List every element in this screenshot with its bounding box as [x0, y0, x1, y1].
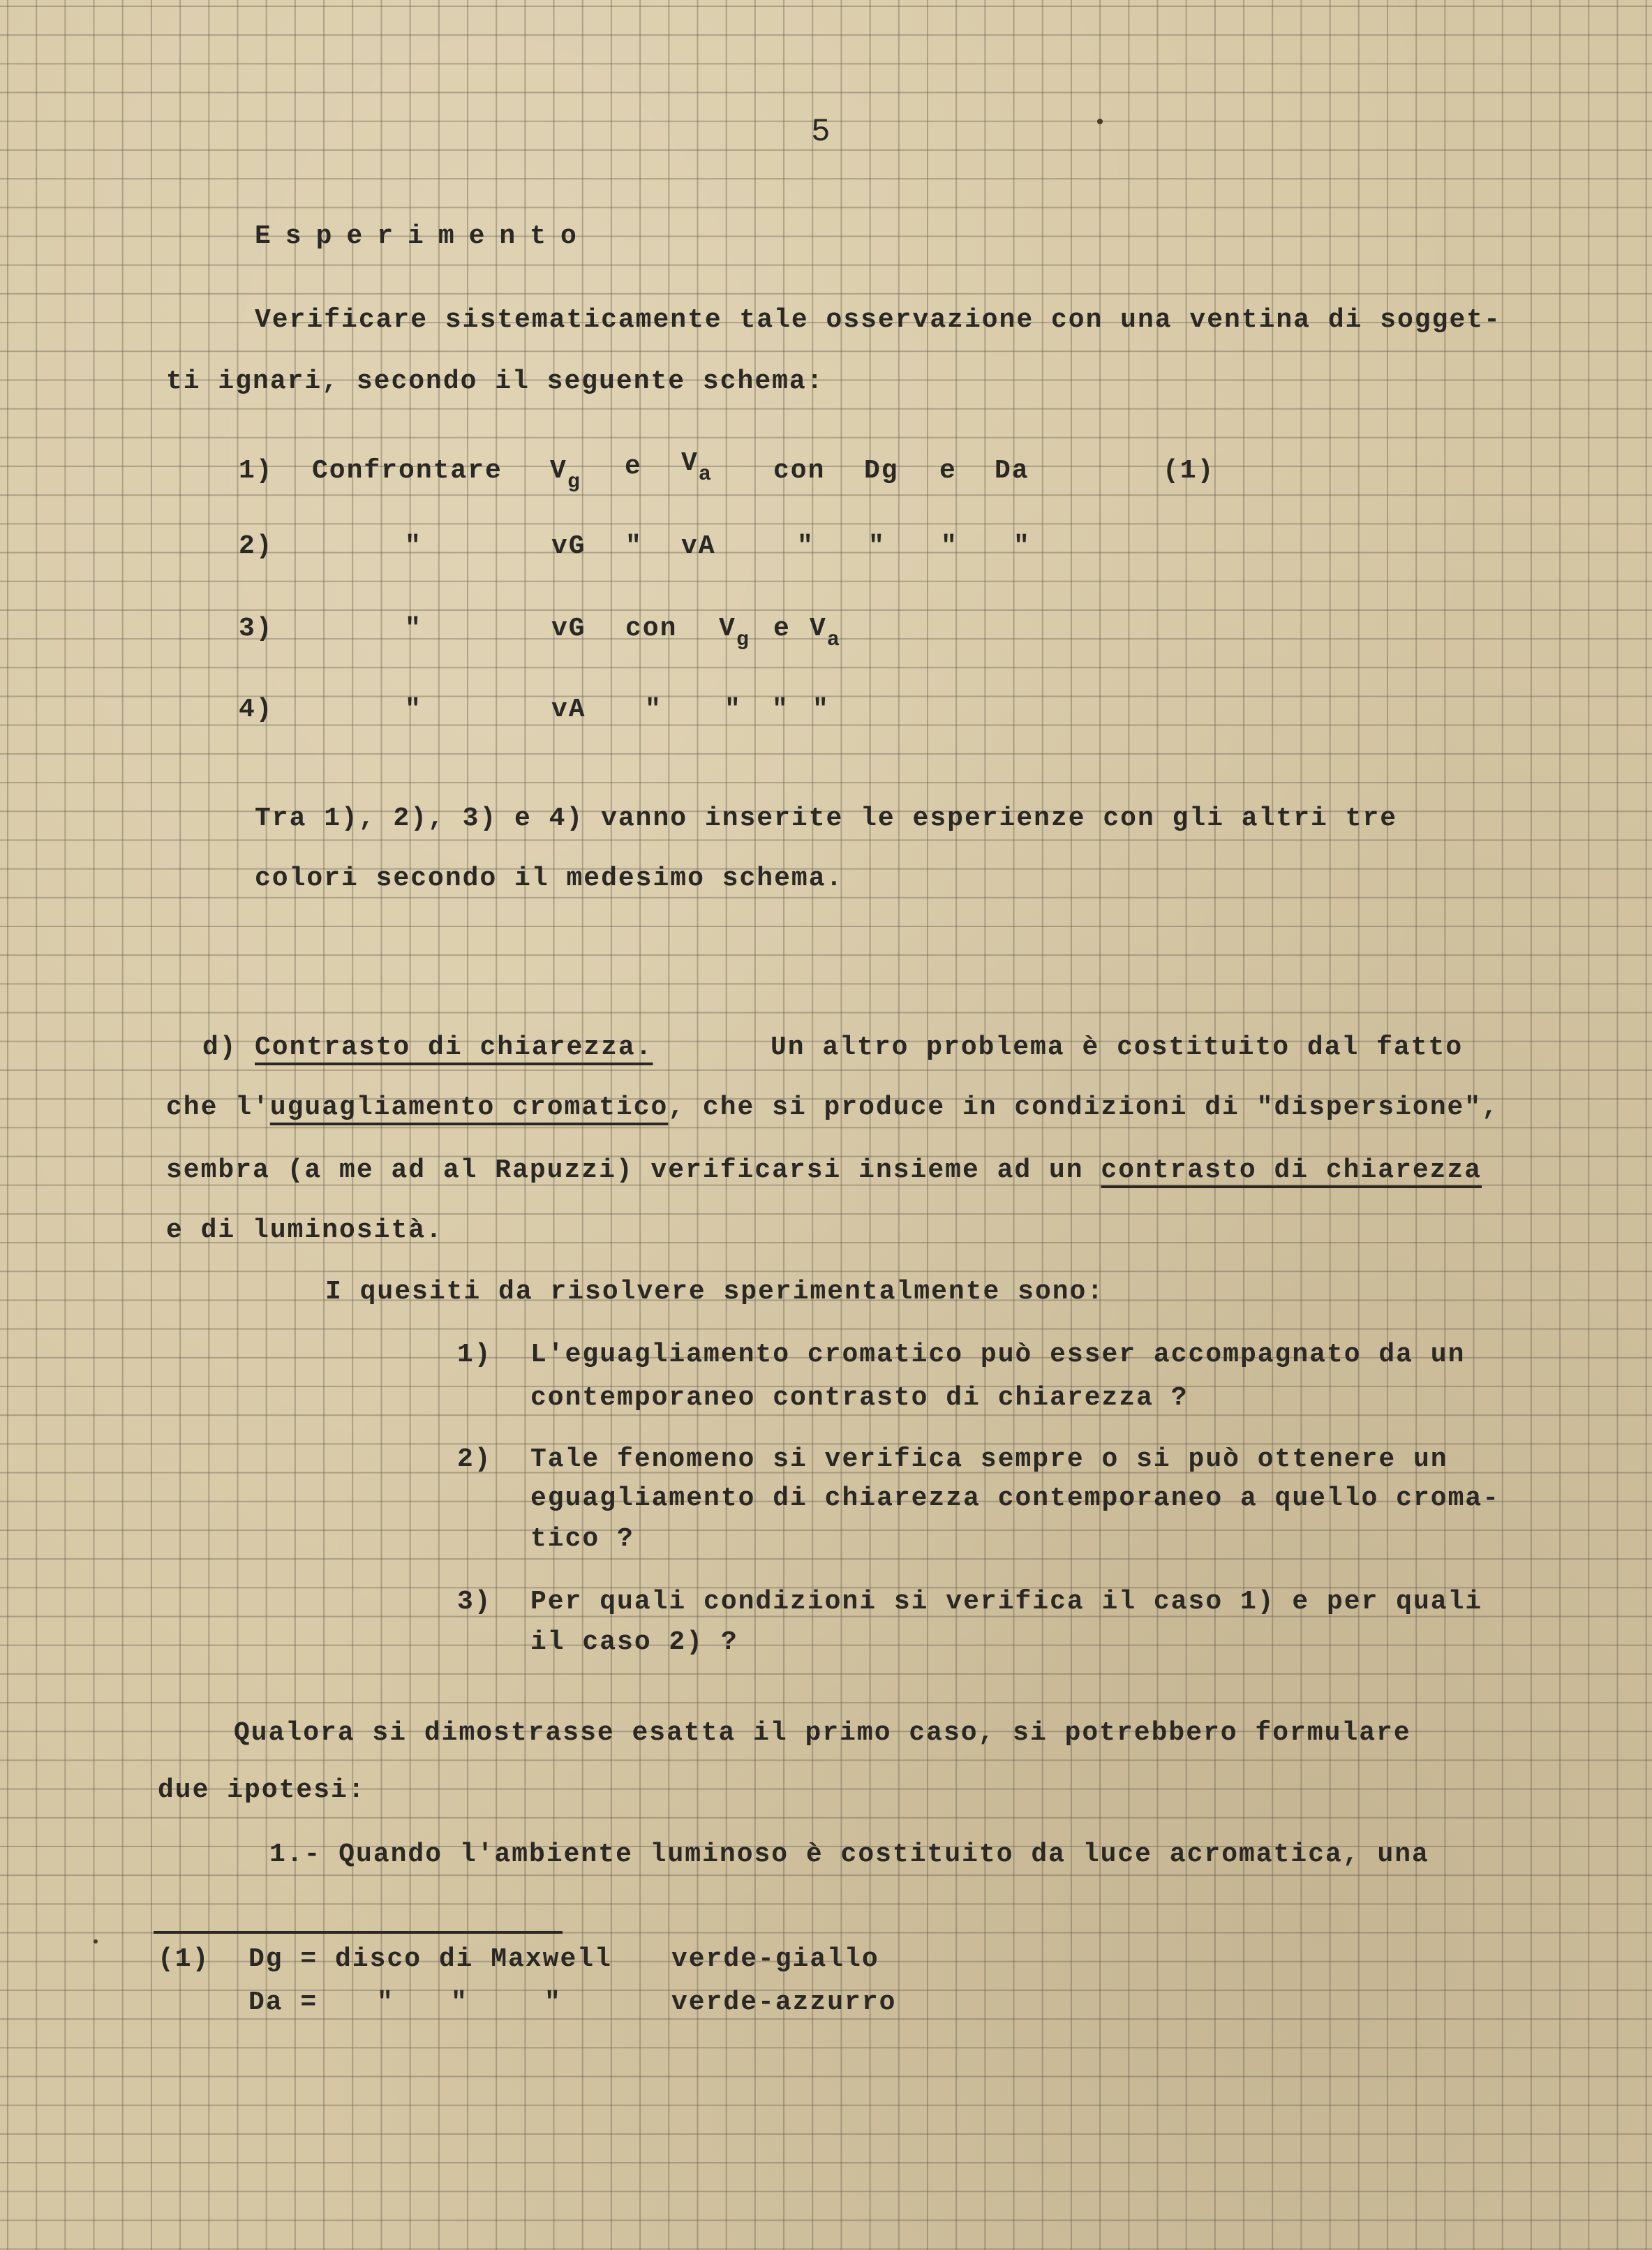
symbol: Da — [995, 456, 1029, 486]
conjunction: e — [625, 452, 642, 482]
question-number: 2) — [457, 1444, 492, 1474]
ditto-mark: " — [544, 1988, 562, 2018]
footnote-ref: (1) — [1163, 456, 1215, 486]
qualora-line-1: Qualora si dimostrasse esatta il primo caso, si potrebbero formulare — [234, 1718, 1411, 1748]
tra-line-2: colori secondo il medesimo schema. — [255, 864, 844, 894]
section-d-line-2: che l'uguagliamento cromatico, che si produce in condizioni di "dispersione", — [166, 1093, 1499, 1123]
hypothesis-1: 1.- Quando l'ambiente luminoso è costituito da luce acromatica, una — [269, 1840, 1429, 1870]
footnote-rule — [154, 1931, 563, 1934]
ditto-mark: " — [812, 695, 830, 725]
footnote-mark: (1) — [158, 1944, 210, 1974]
symbol: vA — [551, 695, 586, 725]
symbol: $V_g$ — [550, 456, 581, 494]
ditto-mark: " — [1013, 531, 1031, 561]
question-line: Per quali condizioni si verifica il caso 1) e per quali — [530, 1587, 1483, 1617]
symbol: vG — [551, 531, 586, 561]
row-number: 2) — [239, 531, 274, 561]
question-line: eguagliamento di chiarezza contemporaneo a quello croma- — [530, 1483, 1501, 1513]
ditto-mark: " — [451, 1988, 468, 2018]
heading: Esperimento — [255, 221, 591, 251]
ditto-mark: " — [625, 531, 643, 561]
ditto-mark: " — [797, 531, 814, 561]
row-number: 4) — [239, 695, 274, 725]
question-number: 3) — [457, 1587, 492, 1617]
ditto-mark: " — [941, 531, 958, 561]
underlined-term: uguagliamento cromatico — [269, 1093, 669, 1123]
ditto-mark: " — [724, 695, 742, 725]
tra-line-1: Tra 1), 2), 3) e 4) vanno inserite le esperienze con gli altri tre — [255, 804, 1398, 834]
row-verb: Confrontare — [312, 456, 503, 486]
footnote-definition: Dg = disco di Maxwell — [248, 1944, 612, 1974]
ditto-mark: " — [772, 695, 789, 725]
question-line: contemporaneo contrasto di chiarezza ? — [530, 1383, 1189, 1413]
symbol: $V_g$ — [719, 614, 750, 652]
row-number: 1) — [239, 456, 274, 486]
symbol: vG — [551, 614, 586, 644]
ditto-mark: " — [377, 1988, 394, 2018]
intro-line-2: ti ignari, secondo il seguente schema: — [166, 367, 824, 397]
symbol: $V_a$ — [810, 614, 841, 652]
underlined-term: contrasto di chiarezza — [1101, 1155, 1482, 1185]
page-number: 5 — [811, 114, 832, 150]
section-d-line-4: e di luminosità. — [166, 1215, 443, 1245]
ditto-mark: " — [405, 695, 422, 725]
word-con: con — [773, 456, 826, 486]
quesiti-intro: I quesiti da risolvere sperimentalmente sono: — [325, 1277, 1105, 1307]
ditto-mark: " — [405, 531, 422, 561]
ink-dot — [1097, 119, 1103, 124]
question-line: Tale fenomeno si verifica sempre o si può ottenere un — [530, 1444, 1448, 1474]
qualora-line-2: due ipotesi: — [158, 1775, 366, 1805]
ink-dot — [94, 1939, 98, 1944]
footnote-value: verde-giallo — [671, 1944, 879, 1974]
question-line: L'eguagliamento cromatico può esser accompagnato da un — [530, 1340, 1466, 1370]
section-d-text: Un altro problema è costituito dal fatto — [771, 1033, 1464, 1063]
section-title: Contrasto di chiarezza. — [255, 1033, 653, 1063]
symbol: vA — [681, 531, 716, 561]
intro-line-1: Verificare sistematicamente tale osservazione con una ventina di sogget- — [255, 305, 1501, 335]
conjunction: e — [773, 614, 791, 644]
question-line: il caso 2) ? — [530, 1627, 738, 1657]
word-con: con — [625, 614, 678, 644]
question-number: 1) — [457, 1340, 492, 1370]
section-d-line-3: sembra (a me ad al Rapuzzi) verificarsi insieme ad un contrasto di chiarezza — [166, 1155, 1482, 1185]
question-line: tico ? — [530, 1524, 634, 1554]
conjunction: e — [939, 456, 957, 486]
footnote-value: verde-azzurro — [671, 1988, 897, 2018]
footnote-definition: Da = — [248, 1988, 318, 2018]
ditto-mark: " — [868, 531, 886, 561]
row-number: 3) — [239, 614, 274, 644]
ditto-mark: " — [645, 695, 662, 725]
symbol: $V_a$ — [681, 448, 713, 487]
section-label: d) — [202, 1033, 237, 1063]
ditto-mark: " — [405, 614, 422, 644]
symbol: Dg — [864, 456, 899, 486]
